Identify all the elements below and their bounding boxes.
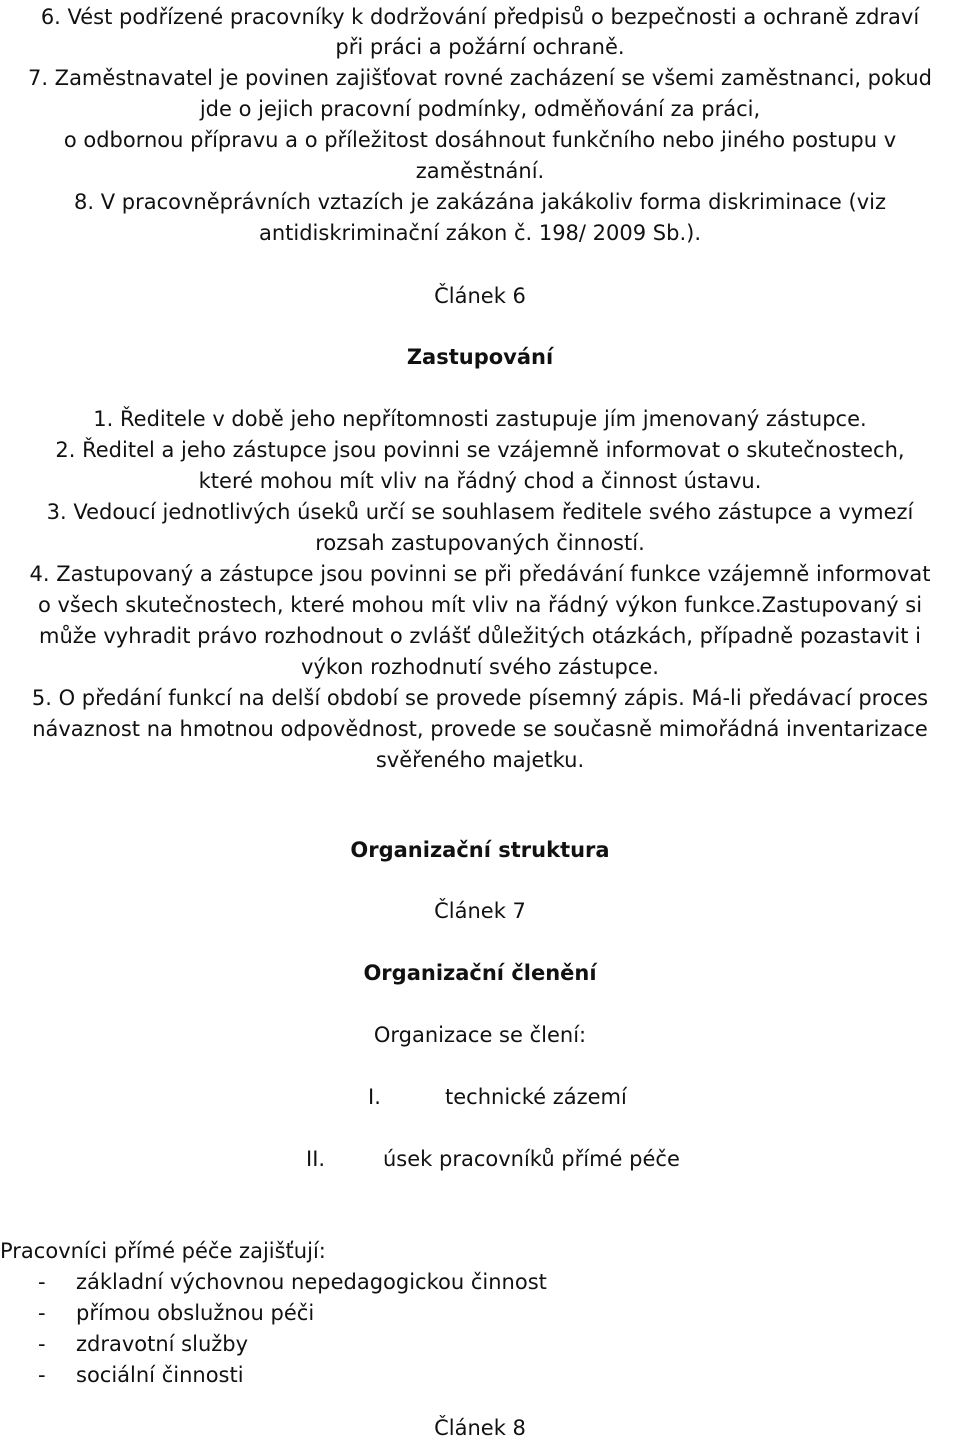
duty-4-dash: - <box>38 1363 46 1387</box>
article-6-item-3-line-1: 3. Vedoucí jednotlivých úseků určí se souhlasem ředitele svého zástupce a vymezí <box>46 500 914 524</box>
division-1-name: technické zázemí <box>445 1085 627 1109</box>
article-7-title: Organizační členění <box>363 961 597 985</box>
article-7-number: Článek 7 <box>434 899 526 923</box>
item-8-line-2: antidiskriminační zákon č. 198/ 2009 Sb.). <box>258 221 701 245</box>
division-2-name: úsek pracovníků přímé péče <box>383 1147 680 1171</box>
item-6-line-1: 6. Vést podřízené pracovníky k dodržování předpisů o bezpečnosti a ochraně zdraví <box>40 5 920 29</box>
article-6-title: Zastupování <box>406 345 554 369</box>
division-2-numeral: II. <box>306 1147 326 1171</box>
article-6-item-5-line-3: svěřeného majetku. <box>375 748 585 772</box>
duty-4: sociální činnosti <box>76 1363 244 1387</box>
duty-1: základní výchovnou nepedagogickou činnost <box>76 1270 547 1294</box>
article-8-number: Článek 8 <box>434 1416 526 1440</box>
item-7-line-2: jde o jejich pracovní podmínky, odměňování za práci, <box>199 97 761 121</box>
article-6-item-1: 1. Ředitele v době jeho nepřítomnosti zastupuje jím jmenovaný zástupce. <box>93 407 867 431</box>
article-6-item-5-line-1: 5. O předání funkcí na delší období se provede písemný zápis. Má-li předávací proces <box>31 686 929 710</box>
article-6-item-3-line-2: rozsah zastupovaných činností. <box>315 531 645 555</box>
org-structure-heading: Organizační struktura <box>350 838 610 862</box>
item-7-line-1: 7. Zaměstnavatel je povinen zajišťovat rovné zacházení se všemi zaměstnanci, pokud <box>27 66 933 90</box>
duty-2-dash: - <box>38 1301 46 1325</box>
article-6-item-4-line-2: o všech skutečnostech, které mohou mít vliv na řádný výkon funkce.Zastupovaný si <box>37 593 923 617</box>
org-structure-intro: Organizace se člení: <box>373 1023 587 1047</box>
item-6-line-2: při práci a požární ochraně. <box>335 35 625 59</box>
article-6-item-2-line-2: které mohou mít vliv na řádný chod a činnost ústavu. <box>198 469 762 493</box>
article-6-item-2-line-1: 2. Ředitel a jeho zástupce jsou povinni se vzájemně informovat o skutečnostech, <box>55 438 905 462</box>
article-6-item-4-line-4: výkon rozhodnutí svého zástupce. <box>301 655 659 679</box>
duty-3: zdravotní služby <box>76 1332 249 1356</box>
duty-1-dash: - <box>38 1270 46 1294</box>
article-6-item-4-line-3: může vyhradit právo rozhodnout o zvlášť důležitých otázkách, případně pozastavit i <box>39 624 921 648</box>
article-6-item-5-line-2: návaznost na hmotnou odpovědnost, provede se současně mimořádná inventarizace <box>32 717 928 741</box>
article-6-item-4-line-1: 4. Zastupovaný a zástupce jsou povinni se při předávání funkce vzájemně informovat <box>29 562 931 586</box>
item-8-line-1: 8. V pracovněprávních vztazích je zakázána jakákoliv forma diskriminace (viz <box>74 190 886 214</box>
division-1-numeral: I. <box>368 1085 381 1109</box>
duty-2: přímou obslužnou péči <box>76 1301 315 1325</box>
item-7-line-3: o odbornou přípravu a o příležitost dosáhnout funkčního nebo jiného postupu v <box>63 128 897 152</box>
duty-3-dash: - <box>38 1332 46 1356</box>
item-7-line-4: zaměstnání. <box>415 159 545 183</box>
article-6-number: Článek 6 <box>434 284 526 308</box>
staff-intro: Pracovníci přímé péče zajišťují: <box>0 1239 326 1263</box>
